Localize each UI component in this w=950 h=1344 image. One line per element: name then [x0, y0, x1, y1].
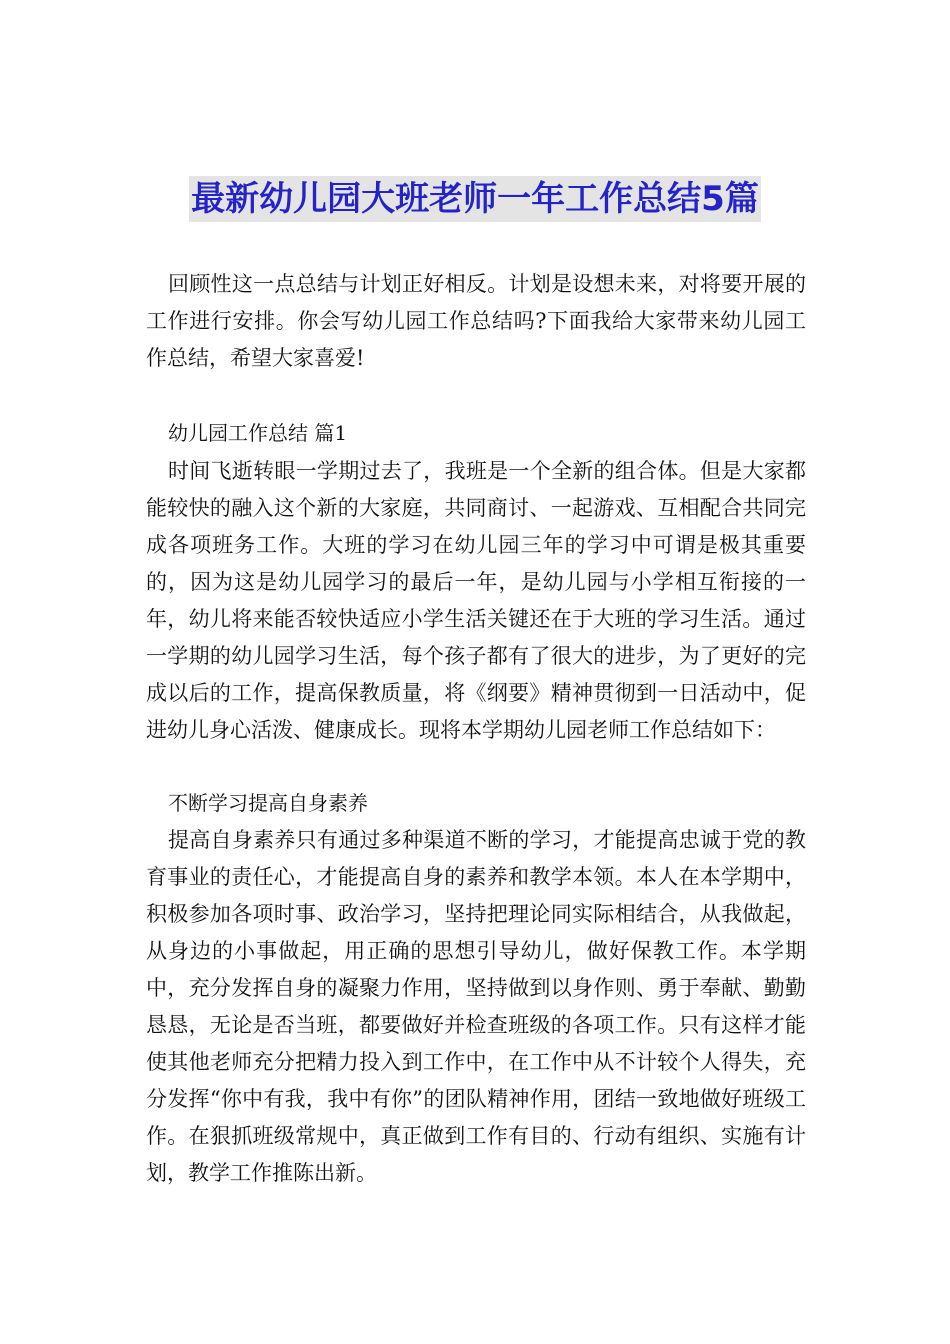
intro-paragraph: 回顾性这一点总结与计划正好相反。计划是设想未来，对将要开展的工作进行安排。你会写幼儿园工作总结吗?下面我给大家带来幼儿园工作总结，希望大家喜爱!	[146, 272, 806, 370]
body-paragraph-2: 提高自身素养只有通过多种渠道不断的学习，才能提高忠诚于党的教育事业的责任心，才能提高自身的素养和教学本领。本人在本学期中，积极参加各项时事、政治学习，坚持把理论同实际相结合，从我做起，从身边的小事做起，用正确的思想引导幼儿，做好保教工作。本学期中，充分发挥自身的凝聚力作用，坚持做到以身作则、勇于奉献、勤勤恳恳，无论是否当班，都要做好并检查班级的各项工作。只有这样才能使其他老师充分把精力投入到工作中，在工作中从不计较个人得失，充分发挥“你中有我，我中有你”的团队精神作用，团结一致地做好班级工作。在狠抓班级常规中，真正做到工作有目的、行动有组织、实施有计划，教学工作推陈出新。	[146, 828, 806, 1185]
document-title	[0, 176, 950, 222]
document-title-text: 最新幼儿园大班老师一年工作总结5篇	[189, 176, 761, 222]
body-paragraph-1: 时间飞逝转眼一学期过去了，我班是一个全新的组合体。但是大家都能较快的融入这个新的大家庭，共同商讨、一起游戏、互相配合共同完成各项班务工作。大班的学习在幼儿园三年的学习中可谓是极其重要的，因为这是幼儿园学习的最后一年，是幼儿园与小学相互衔接的一年，幼儿将来能否较快适应小学生活关键还在于大班的学习生活。通过一学期的幼儿园学习生活，每个孩子都有了很大的进步，为了更好的完成以后的工作，提高保教质量，将《纲要》精神贯彻到一日活动中，促进幼儿身心活泼、健康成长。现将本学期幼儿园老师工作总结如下：	[146, 459, 806, 742]
section-heading: 幼儿园工作总结 篇1	[168, 421, 348, 445]
sub-heading: 不断学习提高自身素养	[168, 791, 368, 815]
